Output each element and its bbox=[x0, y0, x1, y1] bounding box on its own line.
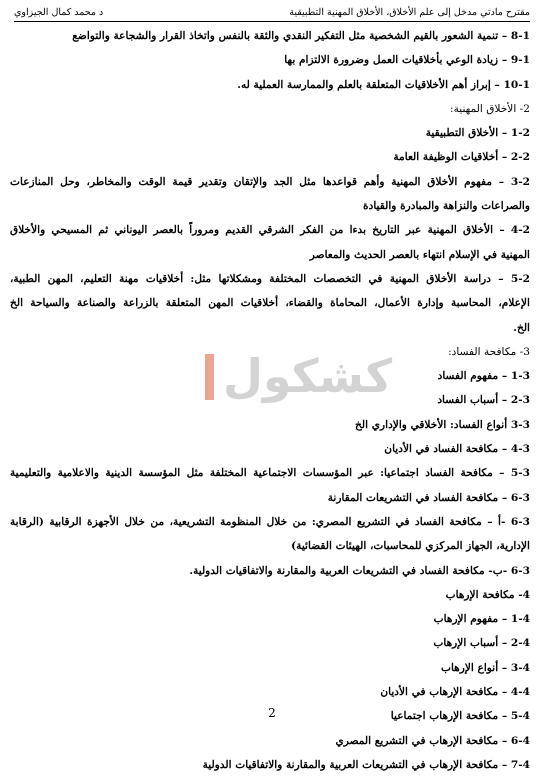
body-line: 1-3 – مفهوم الفساد bbox=[437, 370, 530, 383]
body-line: 6-3 -ب- مكافحة الفساد في التشريعات العربية والمقارنة والاتفاقيات الدولية. bbox=[189, 564, 530, 577]
body-line: الخ. bbox=[513, 321, 530, 334]
header-rule bbox=[14, 21, 530, 22]
body-line: 5-3 – مكافحة الفساد اجتماعيا: عبر المؤسسات الاجتماعية المختلفة مثل المؤسسة الدينية والاعلامية والتعليمية bbox=[10, 467, 530, 480]
body-line: 2-4 – أسباب الإرهاب bbox=[433, 637, 530, 650]
body-line: 3-4 – أنواع الإرهاب bbox=[440, 661, 530, 674]
body-line: المهنية في الإسلام انتهاء بالعصر الحديث والمعاصر bbox=[309, 248, 530, 261]
document-body bbox=[10, 24, 530, 777]
body-line: 6-3 -أ – مكافحة الفساد في التشريع المصري: من خلال المنظومة التشريعية، من خلال الأجهزة الرقابية (الرقابة bbox=[10, 515, 530, 528]
header-author: د محمد كمال الجيزاوي bbox=[14, 7, 104, 18]
body-line: 7-4 – مكافحة الإرهاب في التشريعات العربية والمقارنة والاتفاقيات الدولية bbox=[202, 758, 530, 771]
watermark-text: كشكول bbox=[223, 349, 393, 403]
body-line: والصراعات والنزاهة والمبادرة والقيادة bbox=[363, 200, 530, 213]
body-line: 6-4 – مكافحة الإرهاب في التشريع المصري bbox=[335, 734, 530, 747]
body-line: 4-4 – مكافحة الإرهاب في الأديان bbox=[380, 686, 530, 699]
page-header bbox=[14, 4, 530, 20]
body-line: 3-2 – مفهوم الأخلاق المهنية وأهم قواعدها مثل الجد والإتقان وتقدير قيمة الوقت والمخاطر، وحل المنازعات bbox=[10, 175, 530, 188]
header-title: مقترح مادتي مدخل إلى علم الأخلاق، الأخلاق المهنية التطبيقية bbox=[289, 7, 530, 18]
body-line: 1-2 – الأخلاق التطبيقية bbox=[425, 127, 530, 140]
body-line: 8-1 – تنمية الشعور بالقيم الشخصية مثل التفكير النقدي والثقة بالنفس واتخاذ القرار والشجاعة والتواضع bbox=[72, 30, 530, 42]
body-line: 9-1 – زيادة الوعي بأخلاقيات العمل وضرورة الالتزام بها bbox=[284, 54, 530, 67]
body-line: الإعلام، المحاسبة وإدارة الأعمال، المحاماة والقضاء، أخلاقيات المهن المتعلقة بالزراعة والصناعة والسياحة الخ bbox=[10, 297, 530, 310]
body-line: 6-3 – مكافحة الفساد في التشريعات المقارنة bbox=[327, 491, 530, 504]
body-line: 3-3 أنواع الفساد: الأخلاقي والإداري الخ bbox=[355, 418, 530, 431]
body-line: 4-3 – مكافحة الفساد في الأديان bbox=[384, 443, 530, 456]
body-line: 2-3 – أسباب الفساد bbox=[437, 394, 530, 407]
body-line: 10-1 – إبراز أهم الأخلاقيات المتعلقة بالعلم والممارسة العملية له. bbox=[237, 78, 530, 91]
body-line: 5-2 – دراسة الأخلاق المهنية في التخصصات المختلفة ومشكلاتها مثل: أخلاقيات مهنة التعليم، المهن الطبية، bbox=[10, 272, 530, 285]
section-heading: 4- مكافحة الإرهاب bbox=[445, 588, 530, 601]
body-line: 4-2 – الأخلاق المهنية عبر التاريخ بدءا من الفكر الشرقي القديم ومروراً بالعصر اليوناني ثم المسيحي والأخلاق bbox=[10, 224, 530, 237]
page-number: 2 bbox=[268, 706, 276, 720]
body-line: 1-4 – مفهوم الإرهاب bbox=[433, 613, 530, 626]
body-line: 2-2 – أخلاقيات الوظيفة العامة bbox=[393, 151, 530, 164]
section-heading: 2- الأخلاق المهنية: bbox=[450, 102, 530, 115]
body-line: 5-4 – مكافحة الإرهاب اجتماعيا bbox=[390, 710, 530, 723]
body-line: الإدارية، الجهاز المركزي للمحاسبات، الهيئات القضائية) bbox=[291, 540, 530, 553]
section-heading: 3- مكافحة الفساد: bbox=[448, 345, 530, 358]
